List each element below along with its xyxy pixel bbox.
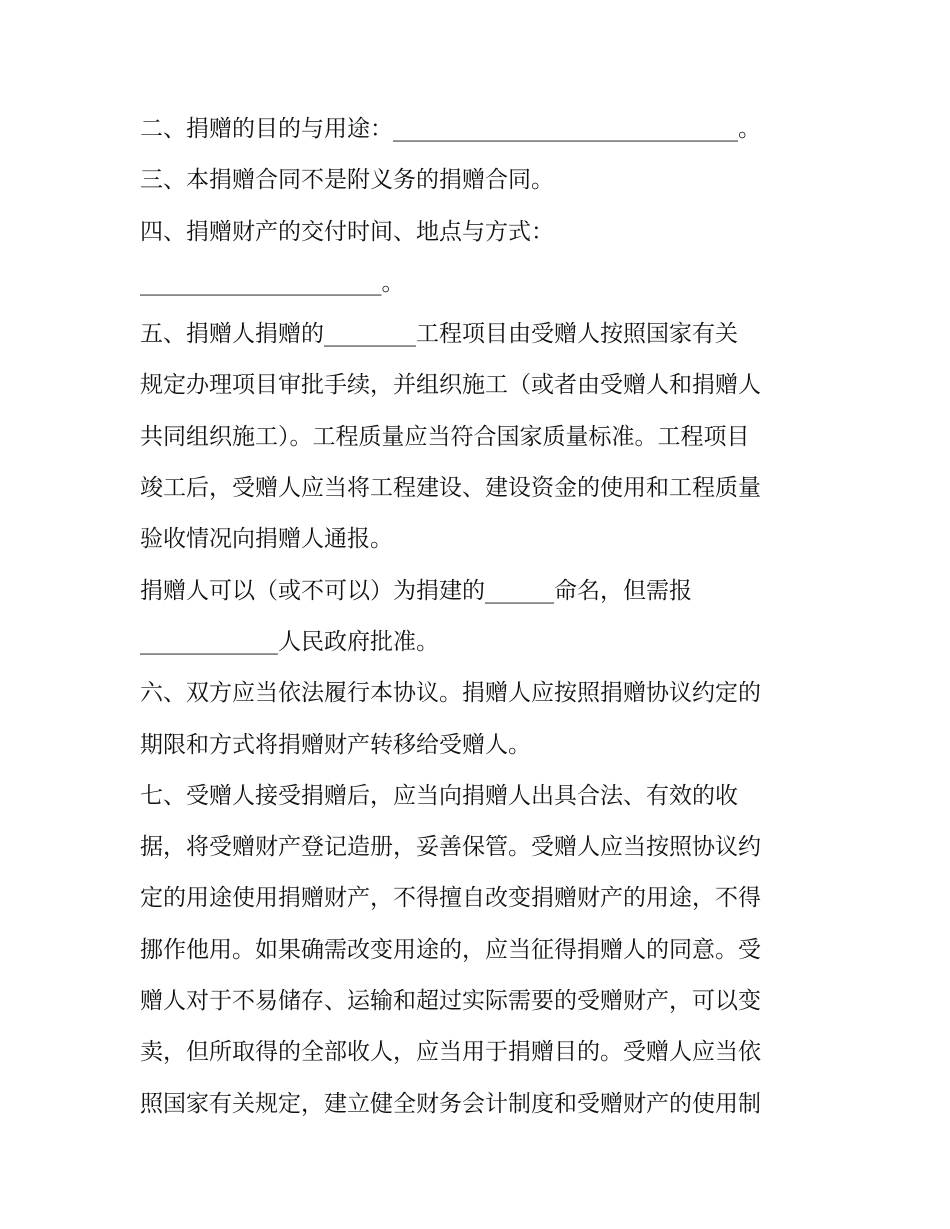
document-body	[140, 104, 820, 1130]
clause-7-line-6: 卖，但所取得的全部收人，应当用于捐赠目的。受赠人应当依	[140, 1039, 761, 1066]
clause-3-no-obligation: 三、本捐赠合同不是附义务的捐赠合同。	[140, 167, 554, 194]
clause-6-line-2: 期限和方式将捐赠财产转移给受赠人。	[140, 731, 531, 758]
clause-5-line-1: 五、捐赠人捐赠的________工程项目由受赠人按照国家有关	[140, 321, 738, 348]
clause-6-line-1: 六、双方应当依法履行本协议。捐赠人应按照捐赠协议约定的	[140, 680, 761, 707]
clause-7-line-7: 照国家有关规定，建立健全财务会计制度和受赠财产的使用制	[140, 1090, 761, 1117]
clause-5-line-3: 共同组织施工）。工程质量应当符合国家质量标准。工程项目	[140, 423, 750, 450]
clause-4-delivery: 四、捐赠财产的交付时间、地点与方式：	[140, 218, 554, 245]
naming-line-1: 捐赠人可以（或不可以）为捐建的______命名，但需报	[140, 577, 692, 604]
clause-5-line-2: 规定办理项目审批手续，并组织施工（或者由受赠人和捐赠人	[140, 372, 761, 399]
naming-line-2: ____________人民政府批准。	[140, 628, 439, 655]
clause-7-line-2: 据，将受赠财产登记造册，妥善保管。受赠人应当按照协议约	[140, 834, 761, 861]
clause-4-delivery-blank: _____________________。	[140, 269, 405, 296]
clause-5-line-4: 竣工后，受赠人应当将工程建设、建设资金的使用和工程质量	[140, 475, 761, 502]
clause-7-line-1: 七、受赠人接受捐赠后，应当向捐赠人出具合法、有效的收	[140, 782, 738, 809]
clause-7-line-4: 挪作他用。如果确需改变用途的，应当征得捐赠人的同意。受	[140, 936, 761, 963]
clause-7-line-5: 赠人对于不易储存、运输和超过实际需要的受赠财产，可以变	[140, 988, 761, 1015]
clause-2-purpose: 二、捐赠的目的与用途：______________________________。	[140, 116, 761, 142]
clause-7-line-3: 定的用途使用捐赠财产，不得擅自改变捐赠财产的用途，不得	[140, 885, 761, 912]
clause-5-line-5: 验收情况向捐赠人通报。	[140, 526, 393, 553]
